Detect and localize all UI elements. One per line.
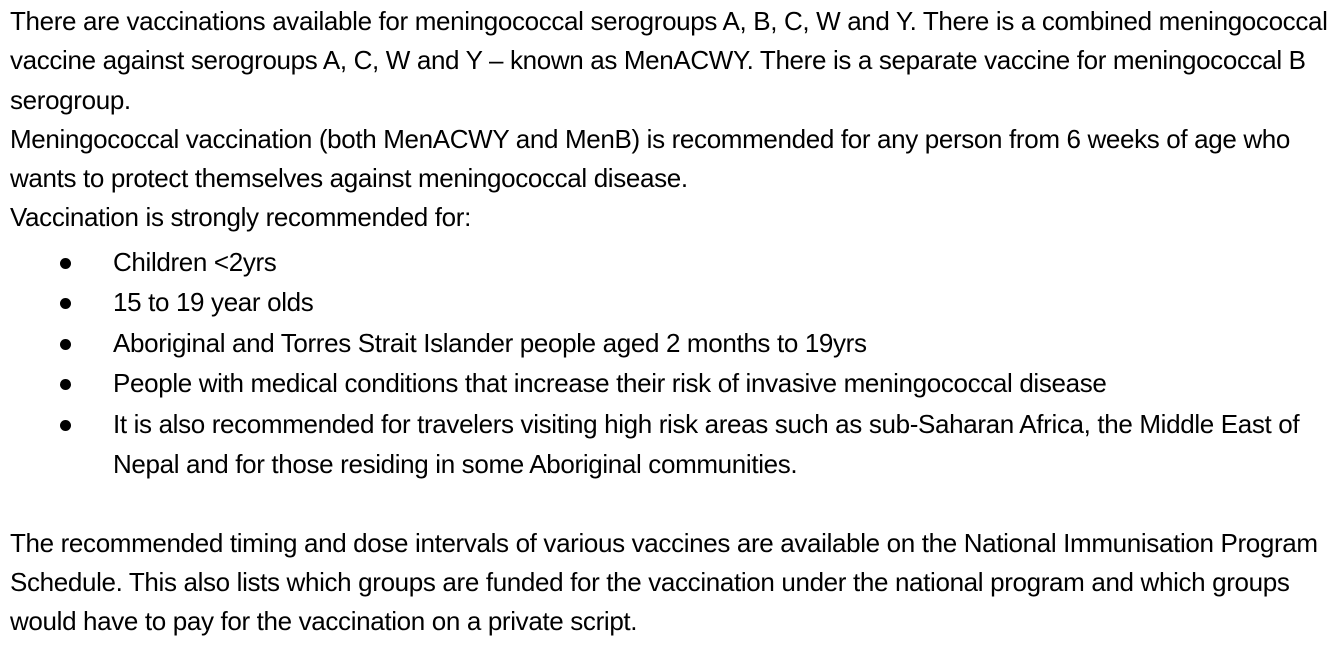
list-item <box>10 282 1334 323</box>
list-item-text: 15 to 19 year olds <box>113 287 314 318</box>
bullet-icon <box>60 298 71 309</box>
recommended-for-list <box>10 242 1334 485</box>
intro-paragraph-strongly-recommended: Vaccination is strongly recommended for: <box>10 202 471 233</box>
closing-paragraph-schedule: The recommended timing and dose intervals of various vaccines are available on the National Immunisation Program Schedule. This also lists which groups are funded for the vaccination under the national program and which groups would have to pay for the vaccination on a private script. <box>10 527 1318 637</box>
list-item <box>10 323 1334 364</box>
bullet-icon <box>60 379 71 390</box>
intro-paragraph-serogroups: There are vaccinations available for meningococcal serogroups A, B, C, W and Y. There is a combined meningococcal vaccine against serogroups A, C, W and Y – known as MenACWY. There is a separate vaccine for meningococcal B serogroup. <box>10 6 1328 115</box>
list-item <box>10 404 1334 485</box>
list-item-text: Aboriginal and Torres Strait Islander people aged 2 months to 19yrs <box>113 327 867 358</box>
bullet-icon <box>60 420 71 431</box>
list-item <box>10 363 1334 404</box>
list-item-text: Children <2yrs <box>113 246 277 277</box>
paragraph-spacer <box>10 485 1334 524</box>
bullet-icon <box>60 339 71 350</box>
intro-paragraph-recommendation: Meningococcal vaccination (both MenACWY and MenB) is recommended for any person from 6 weeks of age who wants to protect themselves against meningococcal disease. <box>10 123 1291 194</box>
list-item-text: It is also recommended for travelers visiting high risk areas such as sub-Saharan Africa, the Middle East of Nepal and for those residing in some Aboriginal communities. <box>113 408 1300 480</box>
list-item-text: People with medical conditions that increase their risk of invasive meningococcal disease <box>113 368 1107 399</box>
list-item <box>10 242 1334 283</box>
bullet-icon <box>60 258 71 269</box>
